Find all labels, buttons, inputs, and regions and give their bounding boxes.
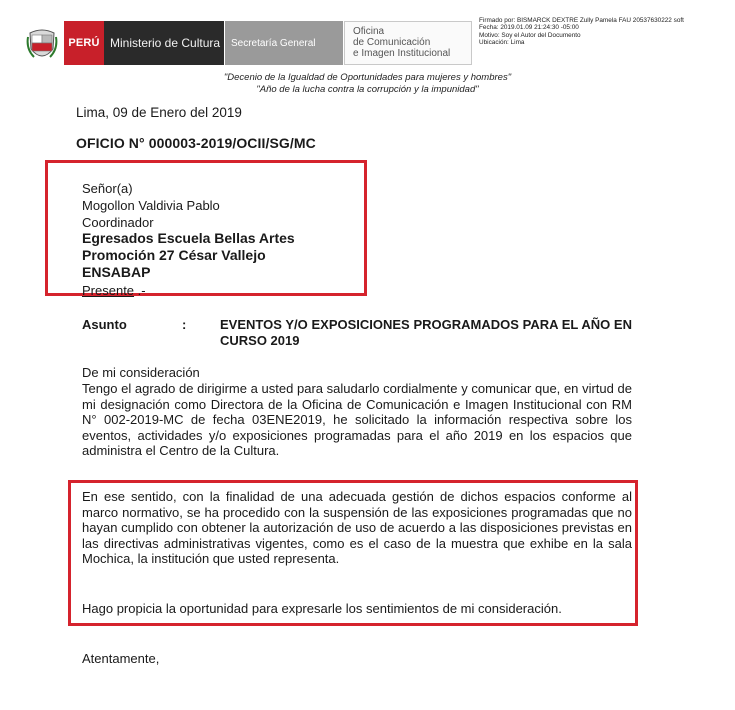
secretaria-logo: Secretaría General — [225, 21, 343, 65]
digital-signature: Firmado por: BISMARCK DEXTRE Zully Pamela FAU 20537630222 soft Fecha: 2019.01.09 21:24:30 -05:00 Motivo: Soy el Autor del Documento Ubicación: Lima — [479, 17, 684, 47]
peru-logo: PERÚ — [64, 21, 104, 65]
ministerio-logo: Ministerio de Cultura — [104, 21, 224, 65]
presente-line: Presente .- — [82, 283, 146, 298]
paragraph-3: Hago propicia la oportunidad para expresarle los sentimientos de mi consideración. — [82, 601, 562, 616]
paragraph-1: Tengo el agrado de dirigirme a usted para saludarlo cordialmente y comunicar que, en virtud de mi designación como Directora de la Oficina de Comunicación e Imagen Institucional con RM N° 002-2019-MC de fecha 03ENE2019, he solicitado la información respectiva sobre los eventos, actividades y/o exposiciones programadas para el año 2019 en los espacios que administra el Centro de la Cultura. — [82, 381, 632, 458]
closing: Atentamente, — [82, 651, 160, 666]
oficina-logo: Oficina de Comunicación e Imagen Institucional — [344, 21, 472, 65]
recipient-acronym: ENSABAP — [82, 264, 151, 280]
oficio-number: OFICIO N° 000003-2019/OCII/SG/MC — [76, 135, 316, 151]
recipient-name: Mogollon Valdivia Pablo — [82, 198, 220, 213]
coat-of-arms-icon — [26, 27, 58, 63]
paragraph-2: En ese sentido, con la finalidad de una adecuada gestión de dichos espacios conforme al marco normativo, se ha procedido con la suspensión de las exposiciones programadas que no hayan cumplido con obtener la autorización de uso de acuerdo a las disposiciones previstas en las directivas administrativas vigentes, como es el caso de la muestra que exhibe en la sala Mochica, la institución que usted representa. — [82, 489, 632, 566]
recipient-role: Coordinador — [82, 215, 154, 230]
motto: "Decenio de la Igualdad de Oportunidades para mujeres y hombres" "Año de la lucha contra la corrupción y la impunidad" — [223, 72, 512, 95]
recipient-promotion: Promoción 27 César Vallejo — [82, 247, 266, 263]
letter-date: Lima, 09 de Enero del 2019 — [76, 105, 242, 120]
asunto-text: EVENTOS Y/O EXPOSICIONES PROGRAMADOS PARA EL AÑO EN CURSO 2019 — [220, 317, 632, 348]
asunto-label: Asunto — [82, 317, 127, 332]
asunto-colon: : — [182, 317, 187, 332]
recipient-salutation: Señor(a) — [82, 181, 133, 196]
greeting: De mi consideración — [82, 365, 200, 380]
recipient-org: Egresados Escuela Bellas Artes — [82, 230, 295, 246]
